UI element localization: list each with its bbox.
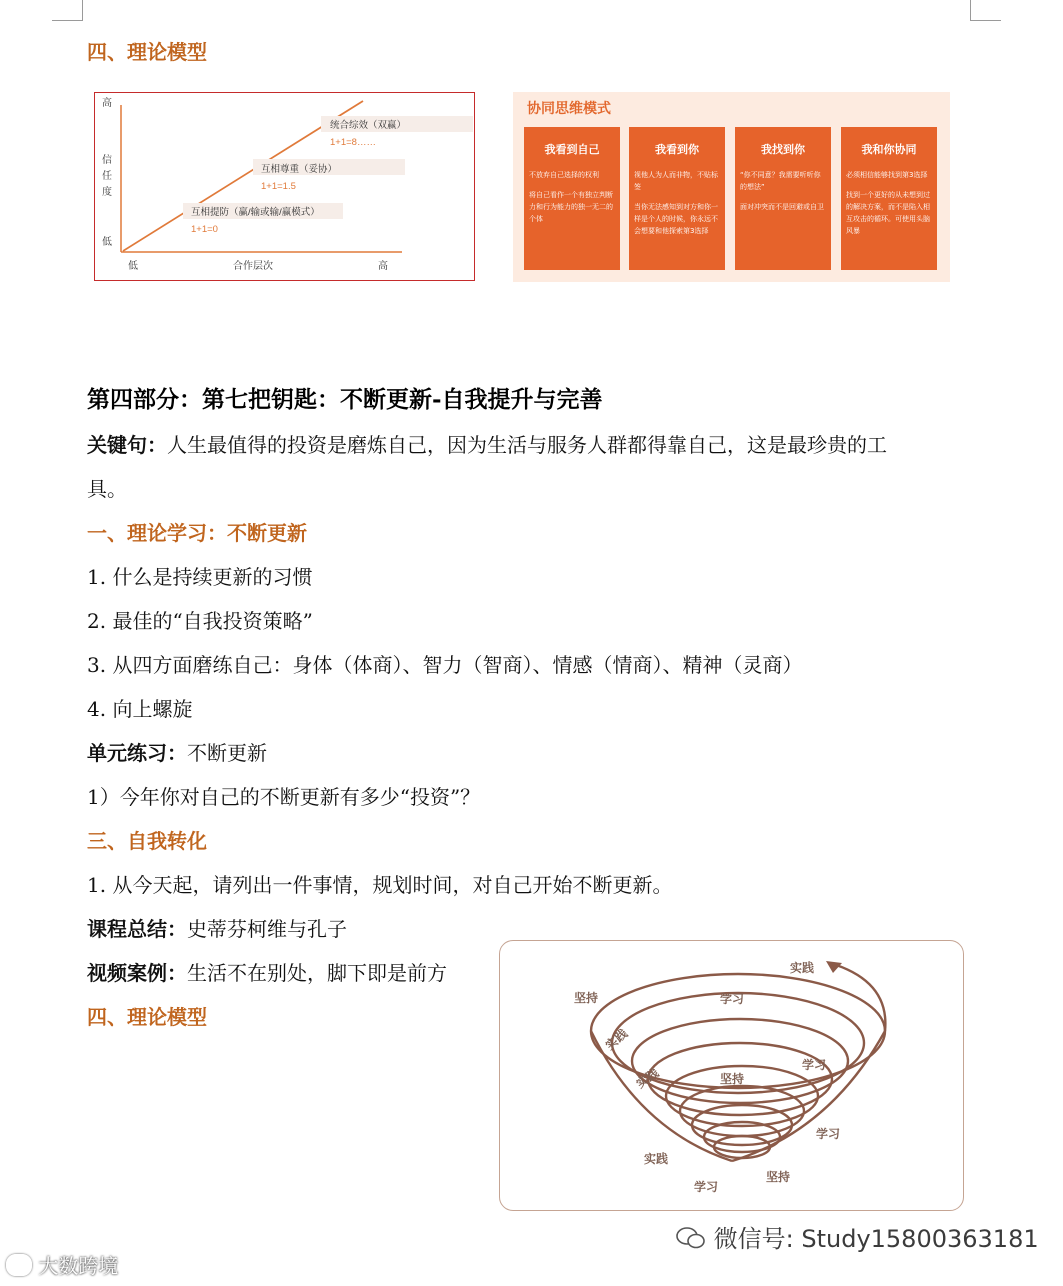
label-learn-top: 学习 bbox=[720, 992, 745, 1006]
card-text: 必须相信能够找到第3选择 bbox=[846, 171, 928, 179]
upward-spiral-diagram bbox=[499, 940, 964, 1211]
label-persist-mid: 坚持 bbox=[720, 1072, 745, 1086]
summary-line bbox=[87, 913, 347, 942]
trust-cooperation-svg bbox=[95, 93, 473, 279]
card-synergize bbox=[841, 127, 937, 270]
card-text: 面对冲突而不是回避或自卫 bbox=[740, 203, 824, 211]
list-item: 1. 什么是持续更新的习惯 bbox=[87, 565, 313, 589]
level-2-formula: 1+1=1.5 bbox=[261, 181, 296, 192]
x-low-label: 低 bbox=[128, 261, 138, 272]
y-high-label: 高 bbox=[102, 98, 112, 109]
wechat-id bbox=[676, 1219, 1039, 1254]
card-text: 将自己看作一个有独立判断力和行为能力的独一无二的个体 bbox=[529, 191, 613, 223]
practice-text: 不断更新 bbox=[187, 741, 267, 765]
keyword-line-1 bbox=[87, 429, 887, 458]
card-see-you bbox=[629, 127, 725, 270]
y-axis-label-2: 任 bbox=[102, 171, 112, 182]
card-text: 不放弃自己选择的权利 bbox=[529, 171, 599, 179]
label-practice-low: 实践 bbox=[644, 1152, 669, 1166]
video-label: 视频案例： bbox=[87, 961, 187, 985]
label-persist-left: 坚持 bbox=[574, 991, 599, 1005]
label-persist-low: 坚持 bbox=[766, 1170, 791, 1184]
card-title: 我和你协同 bbox=[861, 143, 917, 156]
keyword-line-2: 具。 bbox=[87, 477, 127, 501]
wechat-text: 微信号: Study15800363181 bbox=[713, 1225, 1039, 1253]
page-corner-mark-left bbox=[52, 0, 83, 21]
label-practice-mid: 实践 bbox=[633, 1065, 662, 1091]
y-low-label: 低 bbox=[102, 237, 112, 248]
spiral-svg bbox=[500, 941, 962, 1209]
video-line bbox=[87, 957, 447, 986]
summary-label: 课程总结： bbox=[87, 917, 187, 941]
video-text: 生活不在别处，脚下即是前方 bbox=[187, 961, 447, 985]
label-learn-right2: 学习 bbox=[816, 1127, 841, 1141]
watermark-logo bbox=[6, 1250, 118, 1279]
y-axis-label-1: 信 bbox=[102, 155, 112, 166]
practice-line bbox=[87, 737, 267, 766]
x-axis-label: 合作层次 bbox=[233, 261, 273, 272]
keyword-label: 关键句： bbox=[87, 433, 167, 457]
card-see-myself bbox=[524, 127, 620, 270]
synergy-thinking-panel bbox=[513, 92, 950, 282]
summary-text: 史蒂芬柯维与孔子 bbox=[187, 917, 347, 941]
section-heading-theory-learning: 一、理论学习：不断更新 bbox=[87, 521, 307, 545]
watermark-icon bbox=[6, 1254, 32, 1276]
level-1-title: 互相提防（赢/输或输/赢模式） bbox=[191, 207, 320, 218]
keyword-text: 人生最值得的投资是磨炼自己，因为生活与服务人群都得靠自己，这是最珍贵的工 bbox=[167, 433, 887, 457]
list-item: 3. 从四方面磨练自己：身体（体商）、智力（智商）、情感（情商）、精神（灵商） bbox=[87, 653, 803, 677]
card-text: 当你无法感知到对方和你一样是个人的时候，你永远不会想要和他探索第3选择 bbox=[634, 203, 718, 235]
part-title: 第四部分：第七把钥匙：不断更新-自我提升与完善 bbox=[87, 386, 603, 413]
card-text: 视他人为人而非物，不贴标签 bbox=[634, 171, 718, 191]
card-title: 我看到你 bbox=[655, 143, 699, 156]
y-axis-label-3: 度 bbox=[102, 187, 112, 198]
card-title: 我找到你 bbox=[761, 143, 805, 156]
section-heading-self-transform: 三、自我转化 bbox=[87, 829, 207, 853]
trust-cooperation-chart bbox=[94, 92, 475, 281]
panel-title: 协同思维模式 bbox=[527, 101, 611, 117]
label-practice-top: 实践 bbox=[790, 961, 815, 975]
level-3-formula: 1+1=8…… bbox=[330, 137, 376, 148]
list-item: 4. 向上螺旋 bbox=[87, 697, 193, 721]
card-title: 我看到自己 bbox=[544, 143, 600, 156]
section-heading-theory-model-2: 四、理论模型 bbox=[87, 1005, 207, 1029]
level-2-title: 互相尊重（妥协） bbox=[261, 164, 338, 175]
page-corner-mark-right bbox=[970, 0, 1001, 21]
x-high-label: 高 bbox=[378, 261, 388, 272]
wechat-icon bbox=[676, 1226, 706, 1250]
card-text: “你不同意？我需要听听你的想法” bbox=[740, 171, 821, 191]
card-find-you bbox=[735, 127, 831, 270]
level-1-formula: 1+1=0 bbox=[191, 224, 218, 235]
practice-question: 1）今年你对自己的不断更新有多少“投资”？ bbox=[87, 785, 481, 809]
label-learn-bottom: 学习 bbox=[694, 1180, 719, 1194]
watermark-text: 大数跨境 bbox=[38, 1254, 119, 1278]
transform-item: 1. 从今天起，请列出一件事情，规划时间，对自己开始不断更新。 bbox=[87, 873, 673, 897]
section-heading-theory-model: 四、理论模型 bbox=[87, 40, 207, 64]
label-practice-left: 实践 bbox=[602, 1026, 631, 1053]
label-learn-right1: 学习 bbox=[802, 1058, 827, 1072]
list-item: 2. 最佳的“自我投资策略” bbox=[87, 609, 313, 633]
spiral-ring-9 bbox=[714, 1136, 770, 1158]
level-3-title: 统合综效（双赢） bbox=[330, 120, 407, 131]
card-text: 找到一个更好的从未想到过的解决方案，而不是陷入相互攻击的循环。可使用头脑风暴 bbox=[846, 191, 930, 235]
practice-label: 单元练习： bbox=[87, 741, 187, 765]
